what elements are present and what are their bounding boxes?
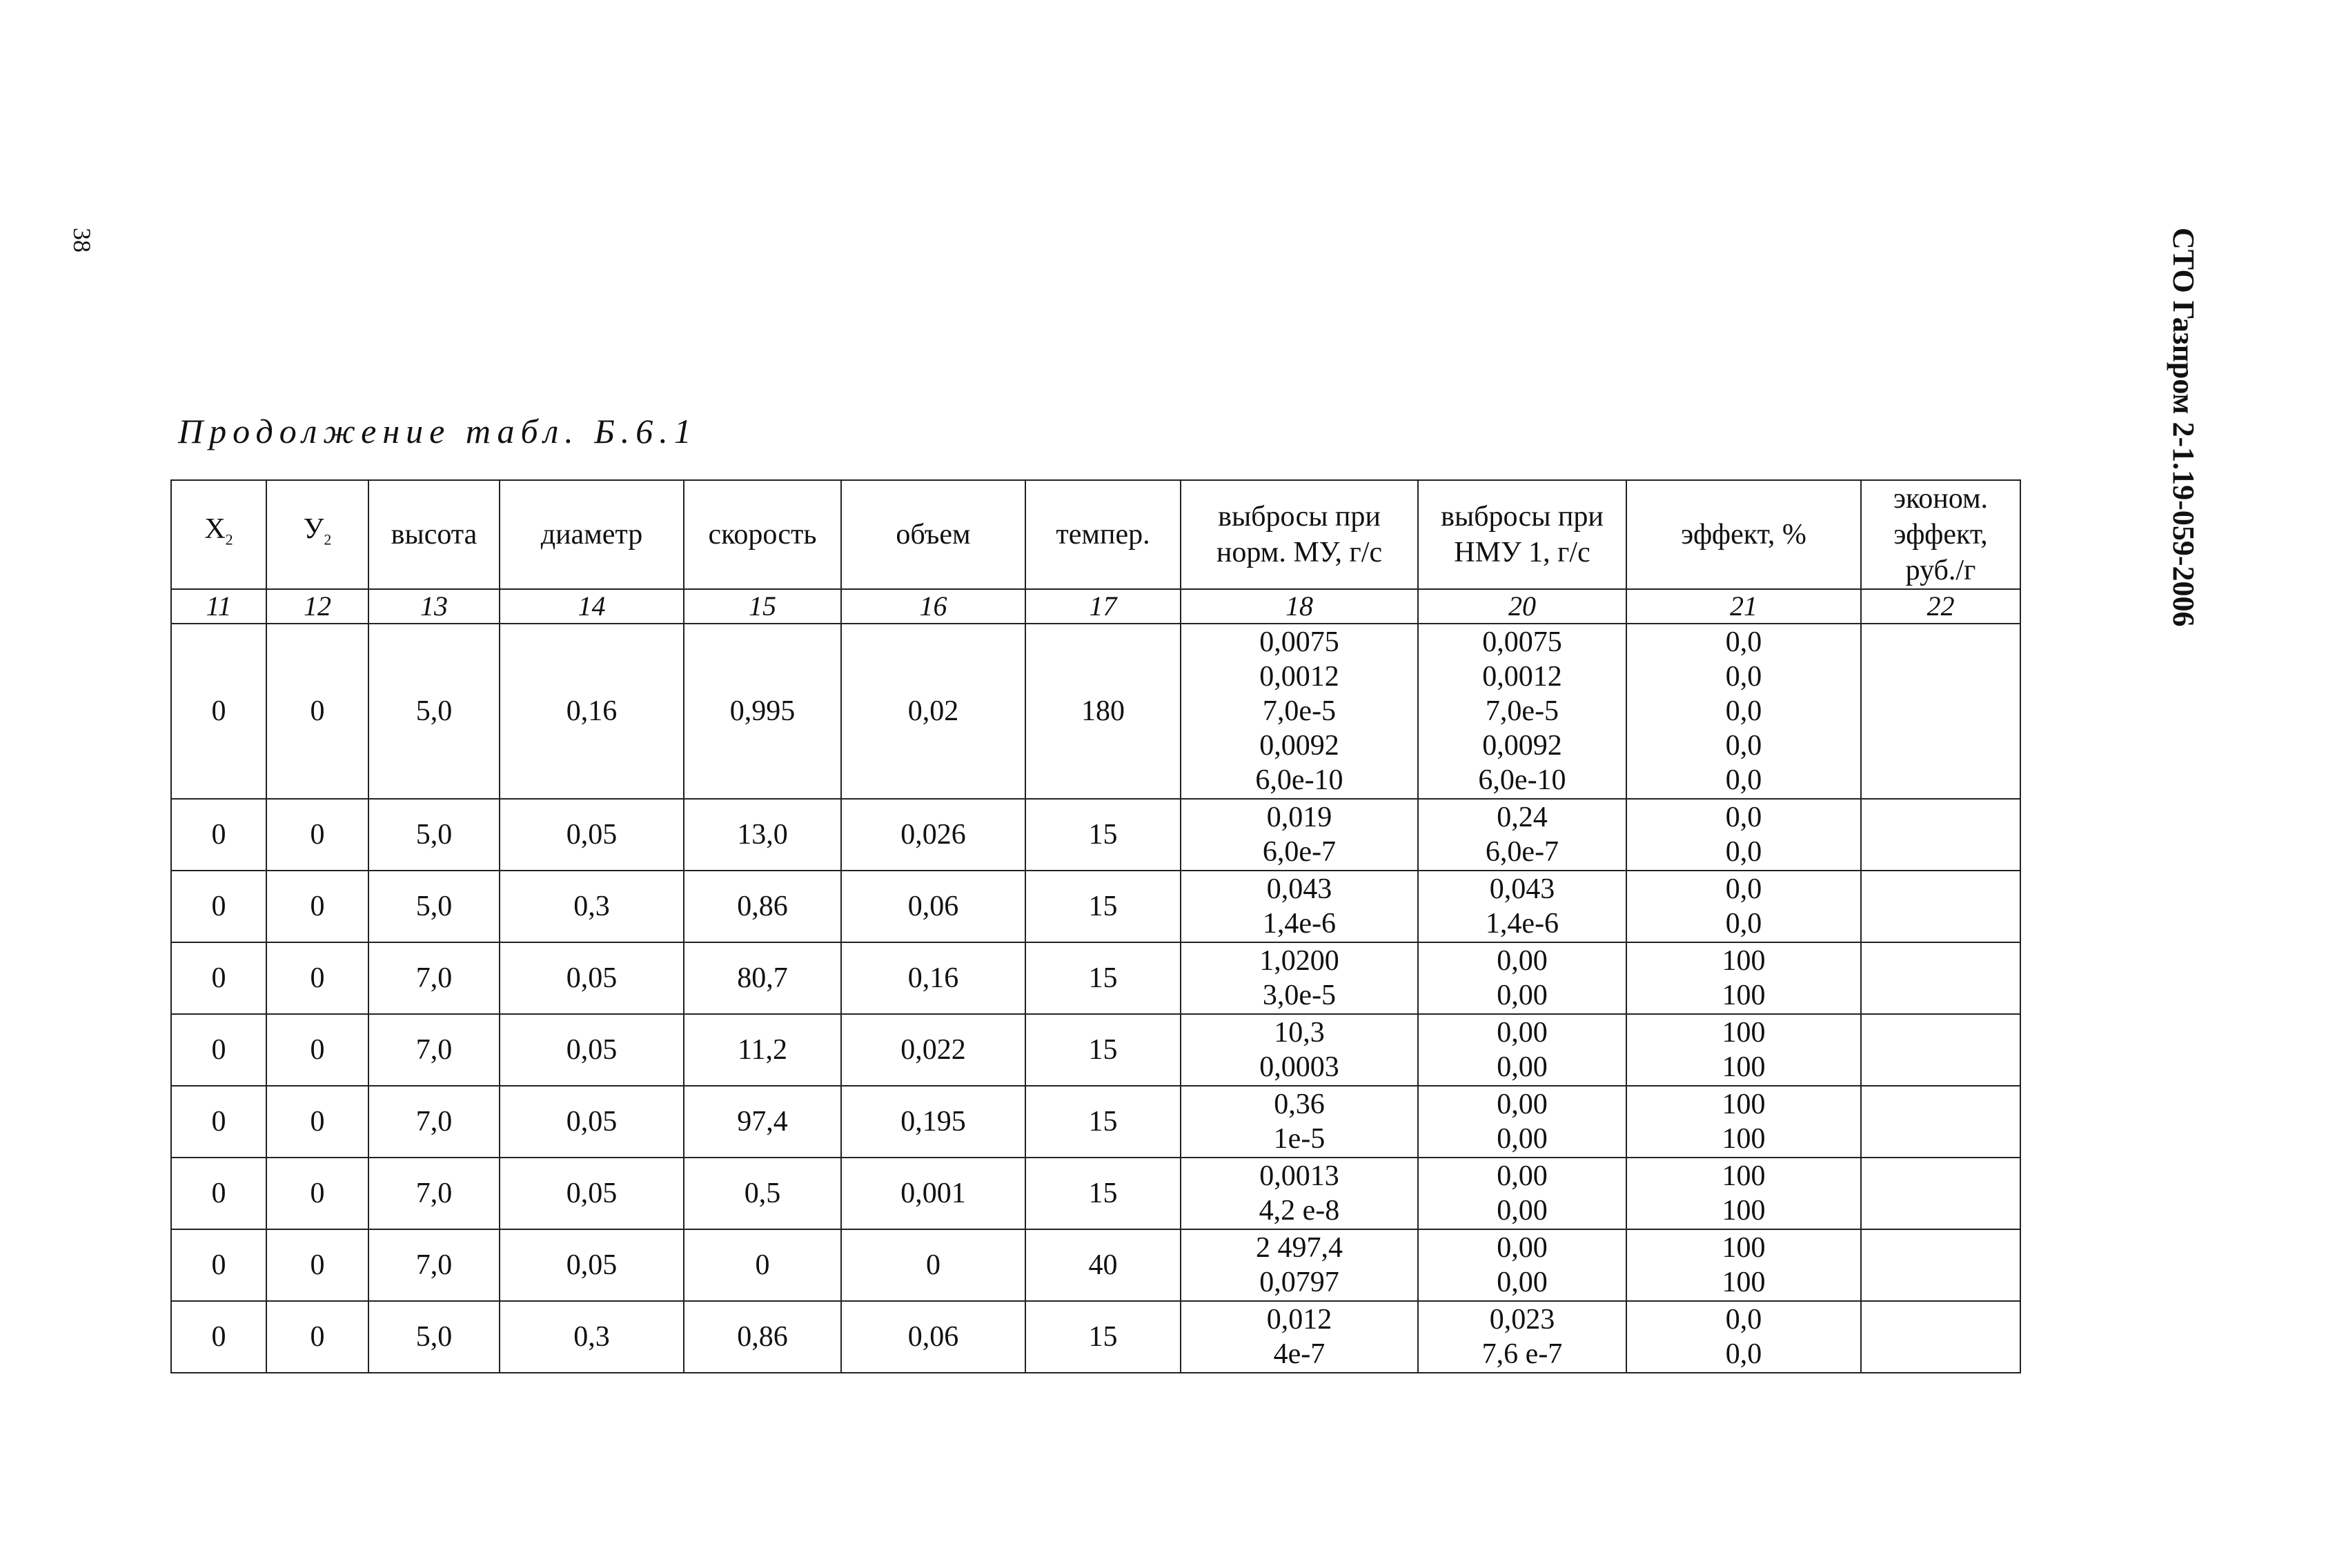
cell-value-line: 100 [1722,1017,1766,1049]
header-row [171,480,2020,589]
cell-temperature: 15 [1025,1086,1181,1158]
cell-value-line: 0,00 [1497,1123,1548,1155]
cell-value-line: 0,00 [1497,1017,1548,1049]
cell-economic-effect [1861,871,2020,942]
header-speed: скорость [684,480,841,589]
cell-value-line: 1е-5 [1273,1123,1326,1155]
emissions-table [170,479,2021,1373]
cell-value-line: 0,043 [1489,873,1555,905]
cell-value-line: 0,00 [1497,1051,1548,1083]
cell-value-line: 4е-7 [1273,1338,1326,1370]
cell-emissions-nmu1 [1418,871,1626,942]
cell-volume: 0,06 [841,871,1025,942]
cell-speed: 97,4 [684,1086,841,1158]
cell-economic-effect [1861,1086,2020,1158]
page-number: 38 [68,228,96,252]
cell-height: 5,0 [368,799,500,871]
cell-value-line: 100 [1722,1123,1766,1155]
cell-emissions-normal [1181,1229,1418,1301]
cell-speed: 13,0 [684,799,841,871]
table-body [171,624,2020,1373]
cell-value-line: 7,6 е-7 [1481,1338,1563,1370]
cell-emissions-nmu1 [1418,624,1626,799]
cell-economic-effect [1861,1014,2020,1086]
cell-height: 5,0 [368,871,500,942]
cell-value-line: 0,019 [1266,802,1332,833]
header-volume: объем [841,480,1025,589]
cell-diameter: 0,05 [500,1014,684,1086]
column-number: 21 [1626,589,1861,624]
table-row [171,1229,2020,1301]
cell-temperature: 15 [1025,799,1181,871]
cell-value-line: 0,0 [1725,908,1762,940]
cell-height: 7,0 [368,1086,500,1158]
cell-speed: 0,86 [684,1301,841,1373]
cell-value-line: 7,0е-5 [1485,695,1559,727]
cell-temperature: 40 [1025,1229,1181,1301]
cell-value-line: 1,4е-6 [1262,908,1337,940]
cell-diameter: 0,05 [500,799,684,871]
cell-value-line: 100 [1722,1267,1766,1298]
cell-emissions-nmu1 [1418,1158,1626,1229]
header-effect: эффект, % [1626,480,1861,589]
cell-diameter: 0,05 [500,1086,684,1158]
cell-height: 7,0 [368,942,500,1014]
column-number: 12 [266,589,368,624]
cell-volume: 0,026 [841,799,1025,871]
cell-temperature: 15 [1025,1014,1181,1086]
table-row [171,1301,2020,1373]
cell-economic-effect [1861,1301,2020,1373]
cell-value-line: 0,00 [1497,1232,1548,1264]
cell-value-line: 0,0 [1725,730,1762,762]
cell-value-line: 0,00 [1497,980,1548,1011]
cell-value-line: 0,0012 [1482,661,1562,693]
cell-value-line: 0,00 [1497,1089,1548,1120]
cell-value-line: 3,0е-5 [1262,980,1337,1011]
cell-emissions-normal [1181,1086,1418,1158]
cell-diameter: 0,05 [500,942,684,1014]
cell-effect [1626,1086,1861,1158]
cell-effect [1626,799,1861,871]
cell-height: 5,0 [368,1301,500,1373]
cell-value-line: 0,0 [1725,802,1762,833]
cell-height: 5,0 [368,624,500,799]
cell-value-line: 0,0092 [1259,730,1339,762]
cell-value-line: 0,00 [1497,1267,1548,1298]
cell-speed: 0,5 [684,1158,841,1229]
cell-height: 7,0 [368,1229,500,1301]
cell-value-line: 0,0013 [1259,1160,1339,1192]
cell-volume: 0,02 [841,624,1025,799]
cell-volume: 0 [841,1229,1025,1301]
cell-value-line: 6,0е-7 [1262,836,1337,868]
cell-y2: 0 [266,942,368,1014]
header-emissions-nmu1: выбросы при НМУ 1, г/с [1418,480,1626,589]
cell-y2: 0 [266,1229,368,1301]
cell-x2: 0 [171,624,266,799]
cell-value-line: 0,0 [1725,836,1762,868]
cell-value-line: 0,0 [1725,661,1762,693]
header-temperature: темпер. [1025,480,1181,589]
cell-volume: 0,001 [841,1158,1025,1229]
cell-economic-effect [1861,1229,2020,1301]
cell-value-line: 0,012 [1266,1304,1332,1336]
cell-x2: 0 [171,1229,266,1301]
cell-value-line: 0,0075 [1259,626,1339,658]
table-row [171,799,2020,871]
cell-value-line: 0,0 [1725,1338,1762,1370]
column-number-row [171,589,2020,624]
cell-y2: 0 [266,1158,368,1229]
cell-speed: 0,86 [684,871,841,942]
cell-x2: 0 [171,1086,266,1158]
cell-value-line: 0,0 [1725,1304,1762,1336]
header-emissions-normal: выбросы при норм. МУ, г/с [1181,480,1418,589]
cell-x2: 0 [171,942,266,1014]
table-row [171,624,2020,799]
cell-emissions-normal [1181,624,1418,799]
cell-speed: 0,995 [684,624,841,799]
cell-height: 7,0 [368,1158,500,1229]
cell-y2: 0 [266,799,368,871]
cell-effect [1626,1158,1861,1229]
table-row [171,1158,2020,1229]
cell-value-line: 0,24 [1497,802,1548,833]
cell-value-line: 0,0 [1725,626,1762,658]
column-number: 18 [1181,589,1418,624]
column-number: 17 [1025,589,1181,624]
cell-economic-effect [1861,799,2020,871]
cell-y2: 0 [266,871,368,942]
cell-emissions-nmu1 [1418,942,1626,1014]
cell-emissions-normal [1181,799,1418,871]
column-number: 11 [171,589,266,624]
cell-value-line: 0,023 [1489,1304,1555,1336]
cell-value-line: 0,0012 [1259,661,1339,693]
cell-x2: 0 [171,1014,266,1086]
header-y2: $У_2$ [266,480,368,589]
cell-value-line: 100 [1722,980,1766,1011]
cell-effect [1626,1014,1861,1086]
cell-temperature: 15 [1025,1158,1181,1229]
table-row [171,1086,2020,1158]
cell-emissions-normal [1181,1014,1418,1086]
cell-effect [1626,942,1861,1014]
cell-speed: 80,7 [684,942,841,1014]
cell-emissions-nmu1 [1418,799,1626,871]
header-economic-effect: эконом. эффект, руб./г [1861,480,2020,589]
cell-economic-effect [1861,1158,2020,1229]
cell-speed: 0 [684,1229,841,1301]
cell-value-line: 1,0200 [1259,945,1339,977]
cell-volume: 0,06 [841,1301,1025,1373]
cell-diameter: 0,3 [500,1301,684,1373]
column-number: 13 [368,589,500,624]
cell-value-line: 100 [1722,1232,1766,1264]
cell-value-line: 6,0е-10 [1478,764,1566,796]
cell-value-line: 0,0075 [1482,626,1562,658]
cell-diameter: 0,3 [500,871,684,942]
cell-effect [1626,1301,1861,1373]
header-diameter: диаметр [500,480,684,589]
cell-value-line: 100 [1722,1160,1766,1192]
cell-value-line: 0,0 [1725,873,1762,905]
document-code: СТО Газпром 2-1.19-059-2006 [2167,228,2200,627]
cell-x2: 0 [171,799,266,871]
cell-value-line: 0,043 [1266,873,1332,905]
table-caption: Продолжение табл. Б.6.1 [178,412,698,450]
cell-effect [1626,871,1861,942]
column-number: 14 [500,589,684,624]
cell-diameter: 0,05 [500,1229,684,1301]
header-x2: $Х_2$ [171,480,266,589]
header-height: высота [368,480,500,589]
cell-volume: 0,16 [841,942,1025,1014]
cell-y2: 0 [266,1301,368,1373]
cell-temperature: 15 [1025,1301,1181,1373]
cell-value-line: 100 [1722,1195,1766,1227]
cell-speed: 11,2 [684,1014,841,1086]
cell-diameter: 0,16 [500,624,684,799]
cell-economic-effect [1861,624,2020,799]
cell-y2: 0 [266,624,368,799]
column-number: 16 [841,589,1025,624]
cell-value-line: 4,2 е-8 [1259,1195,1340,1227]
cell-value-line: 10,3 [1274,1017,1325,1049]
cell-temperature: 15 [1025,871,1181,942]
table-row [171,871,2020,942]
cell-value-line: 6,0е-7 [1485,836,1559,868]
cell-value-line: 0,0003 [1259,1051,1339,1083]
cell-value-line: 100 [1722,945,1766,977]
cell-temperature: 15 [1025,942,1181,1014]
cell-value-line: 0,00 [1497,1195,1548,1227]
cell-value-line: 100 [1722,1089,1766,1120]
cell-effect [1626,1229,1861,1301]
cell-value-line: 6,0е-10 [1255,764,1343,796]
cell-value-line: 1,4е-6 [1485,908,1559,940]
cell-effect [1626,624,1861,799]
column-number: 20 [1418,589,1626,624]
column-number: 15 [684,589,841,624]
cell-emissions-normal [1181,871,1418,942]
cell-emissions-normal [1181,1301,1418,1373]
table-row [171,942,2020,1014]
table-row [171,1014,2020,1086]
cell-y2: 0 [266,1014,368,1086]
cell-value-line: 100 [1722,1051,1766,1083]
cell-x2: 0 [171,1158,266,1229]
cell-emissions-normal [1181,1158,1418,1229]
cell-value-line: 0,00 [1497,945,1548,977]
cell-value-line: 0,0 [1725,695,1762,727]
cell-volume: 0,195 [841,1086,1025,1158]
cell-temperature: 180 [1025,624,1181,799]
cell-value-line: 7,0е-5 [1262,695,1337,727]
cell-emissions-nmu1 [1418,1014,1626,1086]
cell-height: 7,0 [368,1014,500,1086]
cell-x2: 0 [171,1301,266,1373]
cell-value-line: 0,0797 [1259,1267,1339,1298]
cell-x2: 0 [171,871,266,942]
cell-emissions-nmu1 [1418,1229,1626,1301]
cell-economic-effect [1861,942,2020,1014]
cell-y2: 0 [266,1086,368,1158]
cell-value-line: 0,0 [1725,764,1762,796]
cell-volume: 0,022 [841,1014,1025,1086]
cell-emissions-normal [1181,942,1418,1014]
cell-value-line: 0,0092 [1482,730,1562,762]
cell-emissions-nmu1 [1418,1086,1626,1158]
cell-value-line: 0,36 [1274,1089,1325,1120]
cell-value-line: 2 497,4 [1256,1232,1343,1264]
cell-diameter: 0,05 [500,1158,684,1229]
cell-value-line: 0,00 [1497,1160,1548,1192]
cell-emissions-nmu1 [1418,1301,1626,1373]
column-number: 22 [1861,589,2020,624]
